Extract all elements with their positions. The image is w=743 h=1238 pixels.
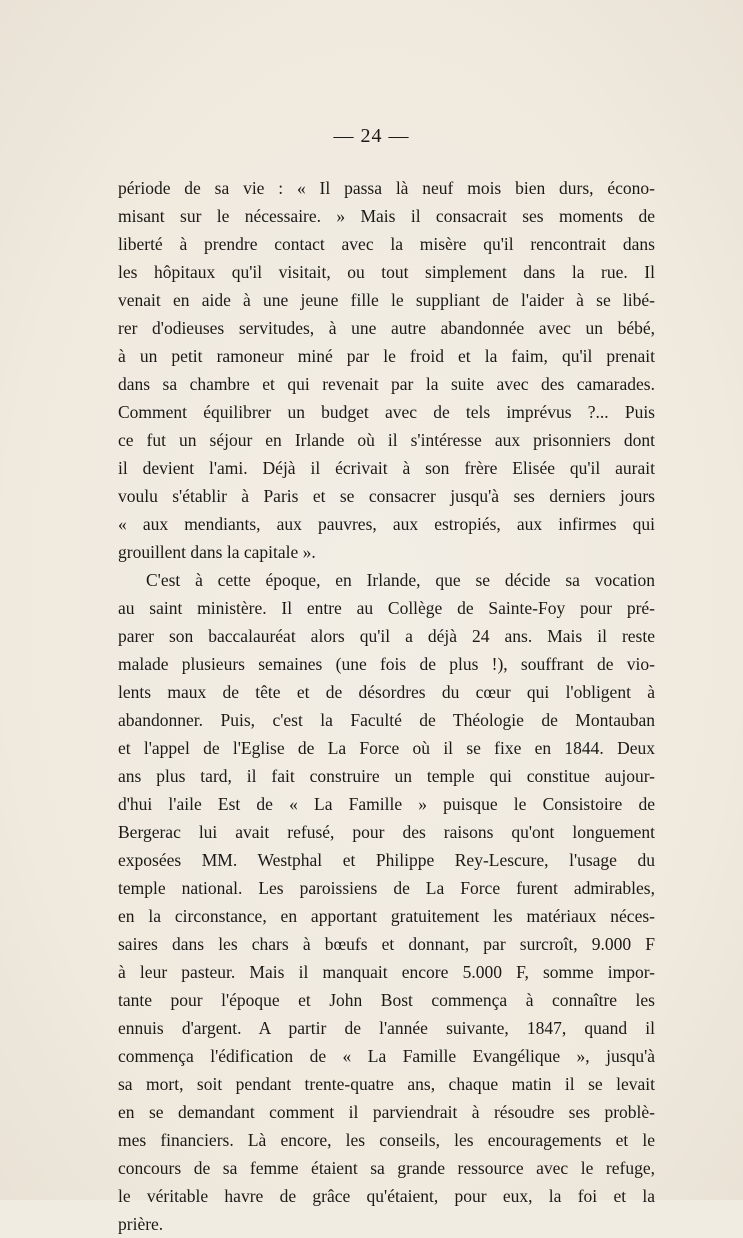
text-line: voulu s'établir à Paris et se consacrer jusqu'à ses derniers jours: [118, 486, 655, 506]
text-line: lents maux de tête et de désordres du cœur qui l'obligent à: [118, 682, 655, 702]
text-line: en la circonstance, en apportant gratuitement les matériaux néces-: [118, 906, 655, 926]
text-line: période de sa vie : « Il passa là neuf mois bien durs, écono-: [118, 178, 655, 198]
text-line: et l'appel de l'Eglise de La Force où il se fixe en 1844. Deux: [118, 738, 655, 758]
text-line: exposées MM. Westphal et Philippe Rey-Lescure, l'usage du: [118, 850, 655, 870]
body-text: [118, 174, 655, 1238]
page-number: — 24 —: [333, 125, 410, 147]
text-line: venait en aide à une jeune fille le suppliant de l'aider à se libé-: [118, 290, 655, 310]
paragraph-2: [118, 566, 655, 1238]
text-line: C'est à cette époque, en Irlande, que se décide sa vocation: [146, 570, 655, 590]
text-line: ans plus tard, il fait construire un temple qui constitue aujour-: [118, 766, 655, 786]
text-line: liberté à prendre contact avec la misère qu'il rencontrait dans: [118, 234, 655, 254]
text-line: rer d'odieuses servitudes, à une autre abandonnée avec un bébé,: [118, 318, 655, 338]
text-line: concours de sa femme étaient sa grande ressource avec le refuge,: [118, 1158, 655, 1178]
text-line: parer son baccalauréat alors qu'il a déjà 24 ans. Mais il reste: [118, 626, 655, 646]
text-line: d'hui l'aile Est de « La Famille » puisque le Consistoire de: [118, 794, 655, 814]
text-line: misant sur le nécessaire. » Mais il consacrait ses moments de: [118, 206, 655, 226]
text-line: les hôpitaux qu'il visitait, ou tout simplement dans la rue. Il: [118, 262, 655, 282]
text-line: prière.: [118, 1214, 164, 1234]
text-line: en se demandant comment il parviendrait à résoudre ses problè-: [118, 1102, 655, 1122]
text-line: à leur pasteur. Mais il manquait encore 5.000 F, somme impor-: [118, 962, 655, 982]
text-line: temple national. Les paroissiens de La Force furent admirables,: [118, 878, 655, 898]
text-line: « aux mendiants, aux pauvres, aux estropiés, aux infirmes qui: [118, 514, 655, 534]
text-line: à un petit ramoneur miné par le froid et la faim, qu'il prenait: [118, 346, 655, 366]
text-line: Bergerac lui avait refusé, pour des raisons qu'ont longuement: [118, 822, 655, 842]
text-line: le véritable havre de grâce qu'étaient, pour eux, la foi et la: [118, 1186, 655, 1206]
text-line: sa mort, soit pendant trente-quatre ans, chaque matin il se levait: [118, 1074, 655, 1094]
text-line: malade plusieurs semaines (une fois de plus !), souffrant de vio-: [118, 654, 655, 674]
text-line: Comment équilibrer un budget avec de tels imprévus ?... Puis: [118, 402, 655, 422]
text-line: dans sa chambre et qui revenait par la suite avec des camarades.: [118, 374, 655, 394]
text-line: grouillent dans la capitale ».: [118, 542, 316, 562]
paragraph-1: [118, 174, 655, 566]
text-line: mes financiers. Là encore, les conseils, les encouragements et le: [118, 1130, 655, 1150]
text-line: ennuis d'argent. A partir de l'année suivante, 1847, quand il: [118, 1018, 655, 1038]
text-line: saires dans les chars à bœufs et donnant, par surcroît, 9.000 F: [118, 934, 655, 954]
text-line: au saint ministère. Il entre au Collège de Sainte-Foy pour pré-: [118, 598, 655, 618]
text-line: tante pour l'époque et John Bost commença à connaître les: [118, 990, 655, 1010]
text-line: il devient l'ami. Déjà il écrivait à son frère Elisée qu'il aurait: [118, 458, 655, 478]
text-line: abandonner. Puis, c'est la Faculté de Théologie de Montauban: [118, 710, 655, 730]
text-line: ce fut un séjour en Irlande où il s'intéresse aux prisonniers dont: [118, 430, 655, 450]
text-line: commença l'édification de « La Famille Evangélique », jusqu'à: [118, 1046, 655, 1066]
